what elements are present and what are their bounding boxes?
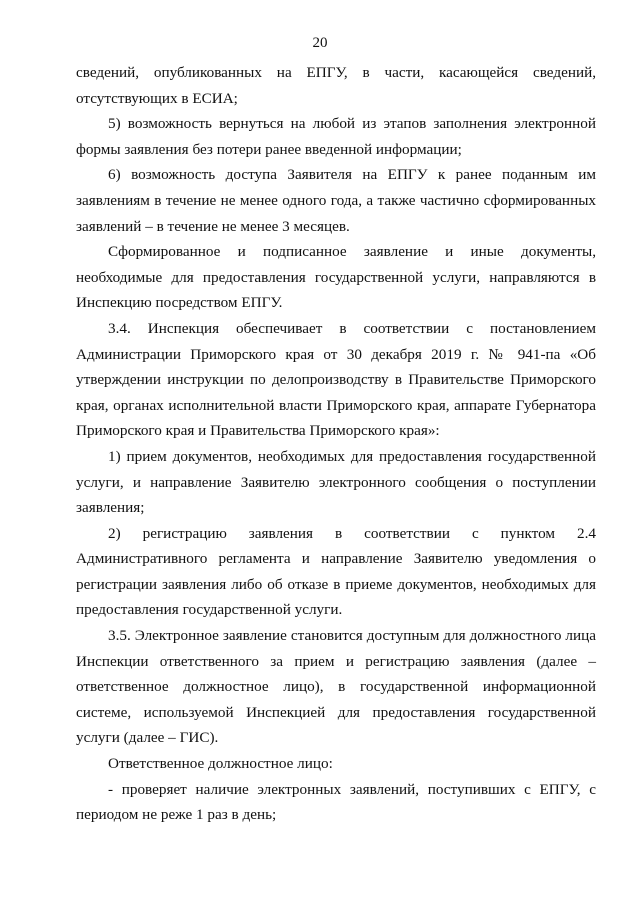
page-number: 20: [312, 35, 328, 51]
paragraph-responsible-official: Ответственное должностное лицо:: [108, 755, 333, 773]
paragraph-section-3-4: 3.4. Инспекция обеспечивает в соответствии с постановлением Администрации Приморского края от 30 декабря 2019 г. № 941-па «Об утверждении инструкции по делопроизводству в Правительстве Приморского края, органах исполнительной власти Приморского края, аппарате Губернатора Приморского края и Правительства Приморского края»:: [76, 319, 596, 440]
paragraph-check-applications: - проверяет наличие электронных заявлений, поступивших с ЕПГУ, с периодом не реже 1 раз в день;: [76, 780, 596, 824]
paragraph-item-1: 1) прием документов, необходимых для предоставления государственной услуги, и направление Заявителю электронного сообщения о поступлении заявления;: [76, 447, 596, 517]
paragraph-item-5: 5) возможность вернуться на любой из этапов заполнения электронной формы заявления без потери ранее введенной информации;: [76, 115, 596, 158]
document-body: [76, 60, 596, 828]
paragraph-item-6: 6) возможность доступа Заявителя на ЕПГУ к ранее поданным им заявлениям в течение не менее одного года, а также частично сформированных заявлений – в течение не менее 3 месяцев.: [76, 166, 596, 235]
paragraph-item-2: 2) регистрацию заявления в соответствии с пунктом 2.4 Административного регламента и направление Заявителю уведомления о регистрации заявления либо об отказе в приеме документов, необходимых для предоставления государственной услуги.: [76, 524, 596, 619]
paragraph-section-3-5: 3.5. Электронное заявление становится доступным для должностного лица Инспекции ответственного за прием и регистрацию заявления (далее – ответственное должностное лицо), в государственной информационной системе, используемой Инспекцией для предоставления государственной услуги (далее – ГИС).: [76, 627, 596, 747]
paragraph-submission: Сформированное и подписанное заявление и иные документы, необходимые для предоставления государственной услуги, направляются в Инспекцию посредством ЕПГУ.: [76, 243, 596, 312]
paragraph-continuation: сведений, опубликованных на ЕПГУ, в части, касающейся сведений, отсутствующих в ЕСИА;: [76, 64, 596, 107]
